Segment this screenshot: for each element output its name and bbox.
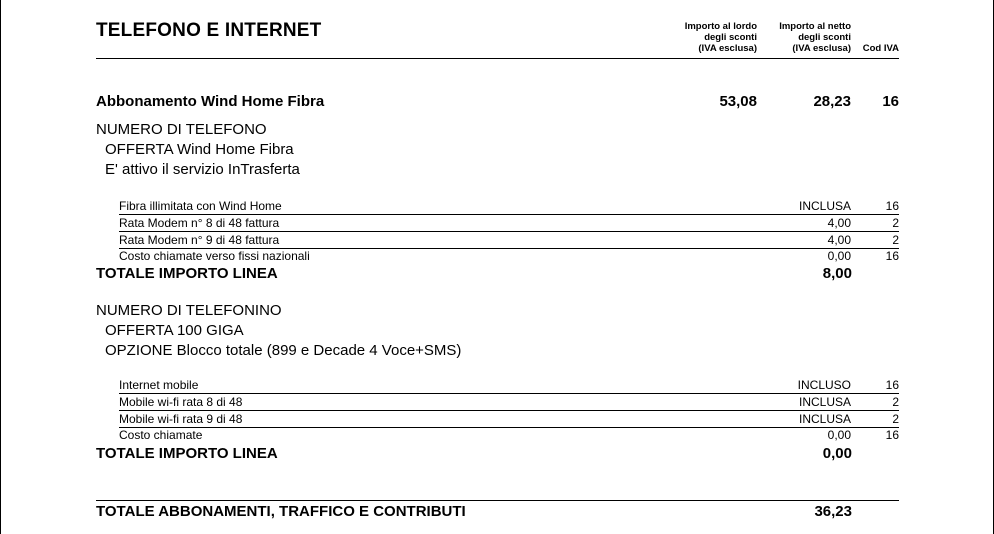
line2-total-value: 0,00 [822,445,852,462]
line2-info [96,301,461,361]
subscription-gross: 53,08 [719,93,757,110]
grand-total [96,503,899,521]
row-value: INCLUSA [798,395,851,409]
column-header-net-line: (IVA esclusa) [792,43,851,54]
subscription-net: 28,23 [813,93,851,110]
row-value: 0,00 [827,428,851,442]
row-rule [119,231,899,232]
subscription-vat: 16 [882,93,899,110]
row-description: Costo chiamate verso fissi nazionali [119,249,310,263]
column-header-net-line: Importo al netto [779,21,851,32]
line1-total-label: TOTALE IMPORTO LINEA [96,265,278,282]
line2-row [119,378,899,394]
row-vat: 16 [885,378,899,392]
row-value: 4,00 [827,216,851,230]
row-vat: 16 [885,199,899,213]
line2-row [119,412,899,428]
line2-row [119,395,899,411]
line1-number-label: NUMERO DI TELEFONO [96,121,267,138]
grand-total-rule [96,500,899,501]
line1-row [119,249,899,265]
row-description: Fibra illimitata con Wind Home [119,199,282,213]
line2-total [96,445,899,463]
line1-row [119,233,899,249]
line2-total-label: TOTALE IMPORTO LINEA [96,445,278,462]
column-header-gross-line: (IVA esclusa) [698,43,757,54]
line1-info [96,120,300,180]
column-header-net-line: degli sconti [798,32,851,43]
row-vat: 2 [892,233,899,247]
row-rule [119,410,899,411]
row-vat: 2 [892,412,899,426]
row-vat: 2 [892,216,899,230]
line1-total [96,265,899,283]
row-value: INCLUSA [798,412,851,426]
column-header-gross-line: degli sconti [704,32,757,43]
column-header-vat: Cod IVA [862,43,899,54]
page-border-left [0,0,1,534]
row-vat: 16 [885,249,899,263]
row-value: 4,00 [827,233,851,247]
row-value: INCLUSA [798,199,851,213]
column-header-net [762,21,851,54]
row-description: Rata Modem n° 8 di 48 fattura [119,216,280,230]
row-description: Mobile wi-fi rata 9 di 48 [119,412,243,426]
row-rule [119,214,899,215]
line1-row [119,199,899,215]
row-description: Mobile wi-fi rata 8 di 48 [119,395,243,409]
column-header-gross-line: Importo al lordo [684,21,757,32]
row-vat: 16 [885,428,899,442]
line1-row [119,216,899,232]
header-rule [96,58,899,59]
row-description: Rata Modem n° 9 di 48 fattura [119,233,280,247]
line2-option: OPZIONE Blocco totale (899 e Decade 4 Voce+SMS) [105,342,462,359]
grand-total-value: 36,23 [814,503,852,520]
section-title: TELEFONO E INTERNET [96,20,322,41]
grand-total-label: TOTALE ABBONAMENTI, TRAFFICO E CONTRIBUTI [96,503,466,520]
column-header-gross [660,21,757,54]
row-value: 0,00 [827,249,851,263]
row-rule [119,393,899,394]
line2-number-label: NUMERO DI TELEFONINO [96,302,282,319]
row-vat: 2 [892,395,899,409]
line1-service: E' attivo il servizio InTrasferta [105,161,300,178]
line2-offer: OFFERTA 100 GIGA [105,322,244,339]
row-value: INCLUSO [797,378,851,392]
line1-offer: OFFERTA Wind Home Fibra [105,141,294,158]
line1-total-value: 8,00 [822,265,852,282]
row-description: Costo chiamate [119,428,203,442]
row-description: Internet mobile [119,378,199,392]
subscription-name: Abbonamento Wind Home Fibra [96,93,325,110]
line2-row [119,428,899,444]
